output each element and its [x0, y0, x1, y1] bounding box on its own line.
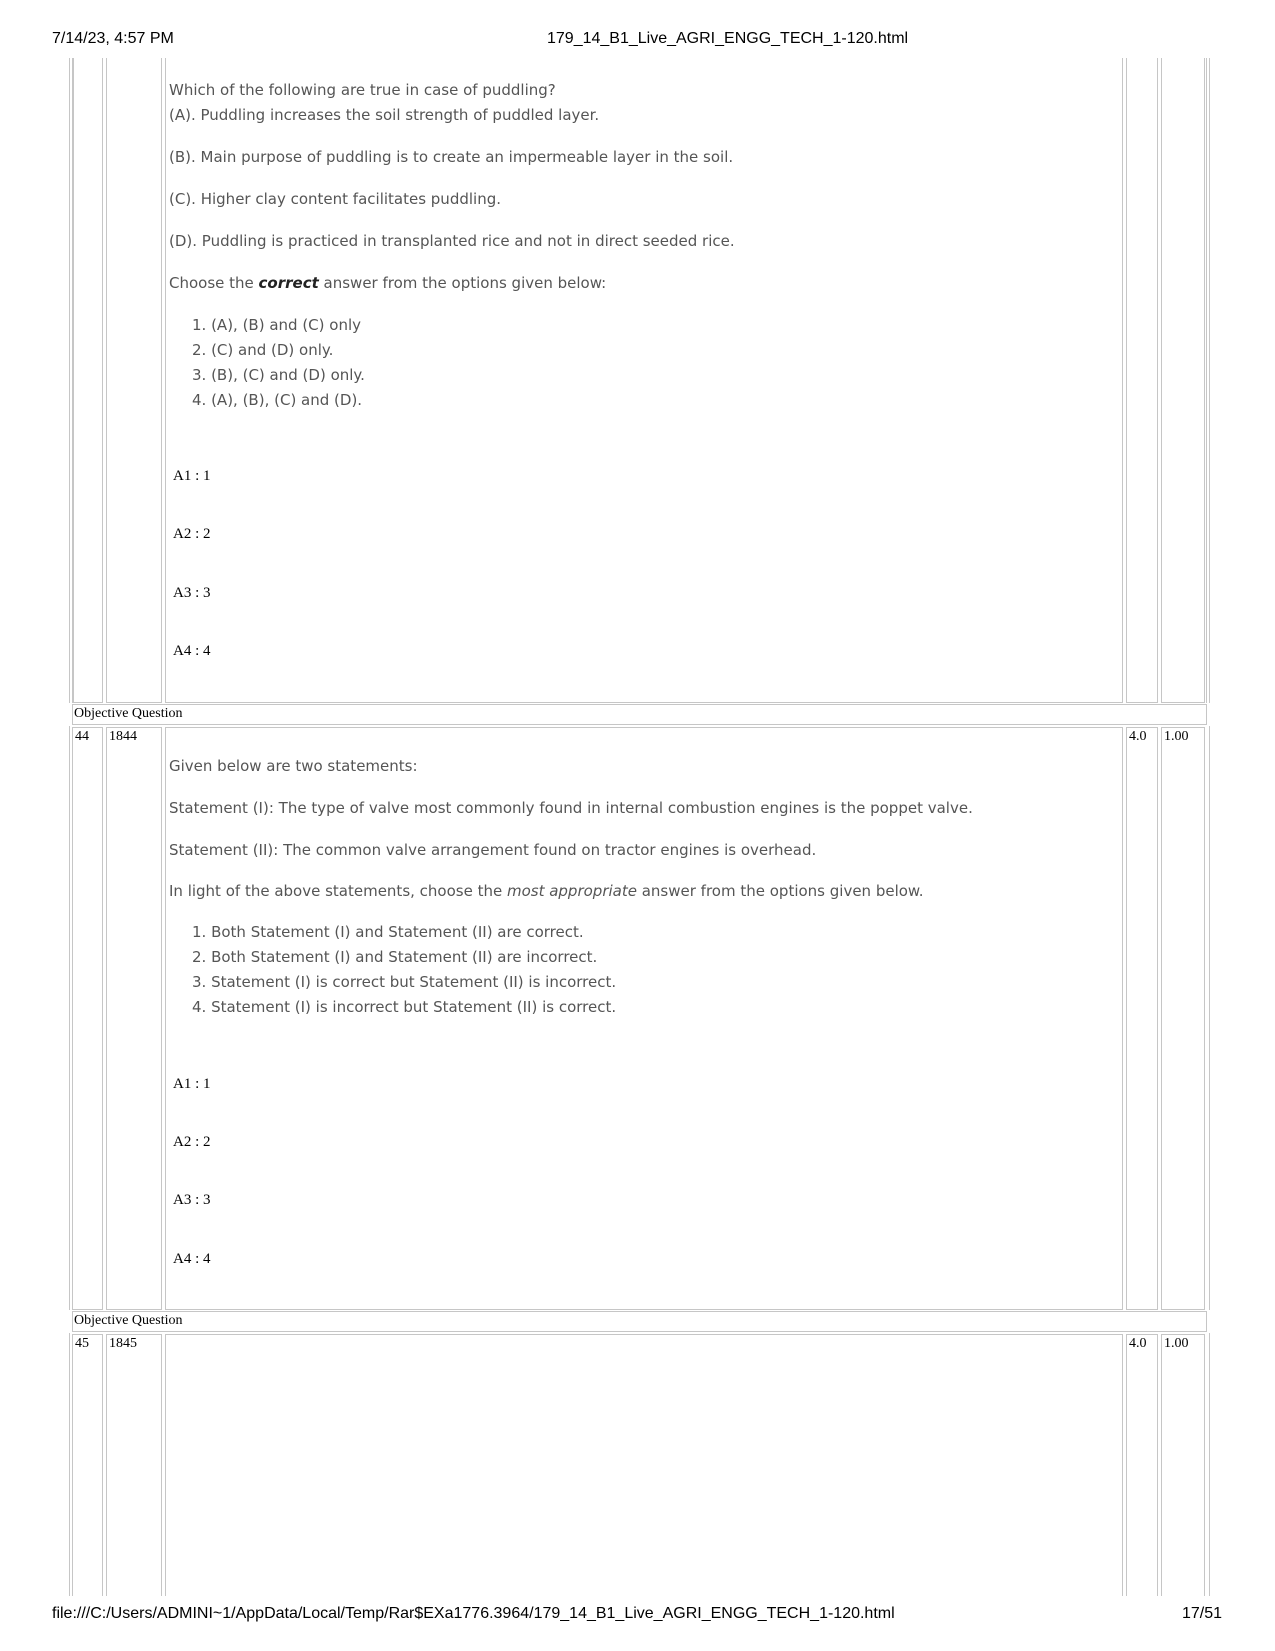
- section-label-row: [72, 1311, 1207, 1332]
- question-stem: Which of the following are true in case of puddling?: [169, 81, 556, 99]
- marks: 4.0: [1129, 1336, 1147, 1351]
- table-border: [69, 58, 70, 703]
- negative-marks: 1.00: [1164, 1336, 1189, 1351]
- negative-marks: 1.00: [1164, 729, 1189, 744]
- option-item: 3. (B), (C) and (D) only.: [192, 366, 365, 384]
- negative-marks-cell: [1161, 727, 1205, 1310]
- print-datetime: 7/14/23, 4:57 PM: [52, 30, 174, 47]
- section-label: Objective Question: [74, 1313, 183, 1328]
- option-item: 4. (A), (B), (C) and (D).: [192, 391, 363, 409]
- option-item: 1. Both Statement (I) and Statement (II) are correct.: [192, 923, 584, 941]
- answer-key: A3 : 3: [173, 1192, 211, 1208]
- answer-key: A3 : 3: [173, 585, 211, 601]
- question-number-cell: [72, 727, 103, 1310]
- marks-cell: [1126, 1334, 1158, 1596]
- question-id-cell: [106, 1334, 162, 1596]
- print-file-path: file:///C:/Users/ADMINI~1/AppData/Local/Temp/Rar$EXa1776.3964/179_14_B1_Live_AGRI_ENGG_TECH_1-120.html: [52, 1605, 895, 1622]
- option-item: 3. Statement (I) is correct but Statement (II) is incorrect.: [192, 973, 617, 991]
- section-label-row: [72, 704, 1207, 725]
- table-border: [69, 1333, 70, 1596]
- answer-key: A1 : 1: [173, 1076, 211, 1092]
- question-number: 45: [75, 1336, 89, 1351]
- section-label: Objective Question: [74, 706, 183, 721]
- option-item: 4. Statement (I) is incorrect but Statement (II) is correct.: [192, 998, 617, 1016]
- option-item: 2. Both Statement (I) and Statement (II) are incorrect.: [192, 948, 598, 966]
- marks-cell: [1126, 58, 1158, 703]
- statement-2: Statement (II): The common valve arrangement found on tractor engines is overhead.: [169, 841, 817, 859]
- question-body-cell: [165, 1334, 1123, 1596]
- answer-key: A4 : 4: [173, 1251, 211, 1267]
- print-title: 179_14_B1_Live_AGRI_ENGG_TECH_1-120.html: [547, 30, 909, 47]
- answer-key: A1 : 1: [173, 468, 211, 484]
- negative-marks-cell: [1161, 1334, 1205, 1596]
- table-border: [1209, 726, 1210, 1310]
- table-border: [1206, 58, 1207, 703]
- instruction-text: Choose the correct answer from the options given below:: [169, 274, 607, 292]
- statement-c: (C). Higher clay content facilitates puddling.: [169, 190, 501, 208]
- statement-b: (B). Main purpose of puddling is to create an impermeable layer in the soil.: [169, 148, 734, 166]
- table-border: [1209, 58, 1210, 703]
- option-list: [192, 313, 365, 413]
- instruction-text: In light of the above statements, choose the most appropriate answer from the options given below.: [169, 882, 924, 900]
- question-number-cell: [72, 1334, 103, 1596]
- table-border: [69, 726, 70, 1310]
- statement-d: (D). Puddling is practiced in transplanted rice and not in direct seeded rice.: [169, 232, 735, 250]
- marks-cell: [1126, 727, 1158, 1310]
- question-id-cell: [106, 58, 162, 703]
- question-number: 44: [75, 729, 89, 744]
- question-number-cell: [73, 58, 103, 703]
- question-id: 1844: [109, 729, 137, 744]
- table-border: [1209, 1333, 1210, 1596]
- statement-a: (A). Puddling increases the soil strength of puddled layer.: [169, 106, 600, 124]
- statement-1: Statement (I): The type of valve most commonly found in internal combustion engines is the poppet valve.: [169, 799, 973, 817]
- answer-key: A4 : 4: [173, 643, 211, 659]
- option-item: 2. (C) and (D) only.: [192, 341, 334, 359]
- question-intro: Given below are two statements:: [169, 757, 418, 775]
- page-number: 17/51: [1182, 1605, 1223, 1622]
- option-list: [192, 920, 616, 1020]
- option-item: 1. (A), (B) and (C) only: [192, 316, 362, 334]
- negative-marks-cell: [1161, 58, 1205, 703]
- question-id-cell: [106, 727, 162, 1310]
- question-id: 1845: [109, 1336, 137, 1351]
- answer-key: A2 : 2: [173, 1134, 211, 1150]
- marks: 4.0: [1129, 729, 1147, 744]
- answer-key: A2 : 2: [173, 526, 211, 542]
